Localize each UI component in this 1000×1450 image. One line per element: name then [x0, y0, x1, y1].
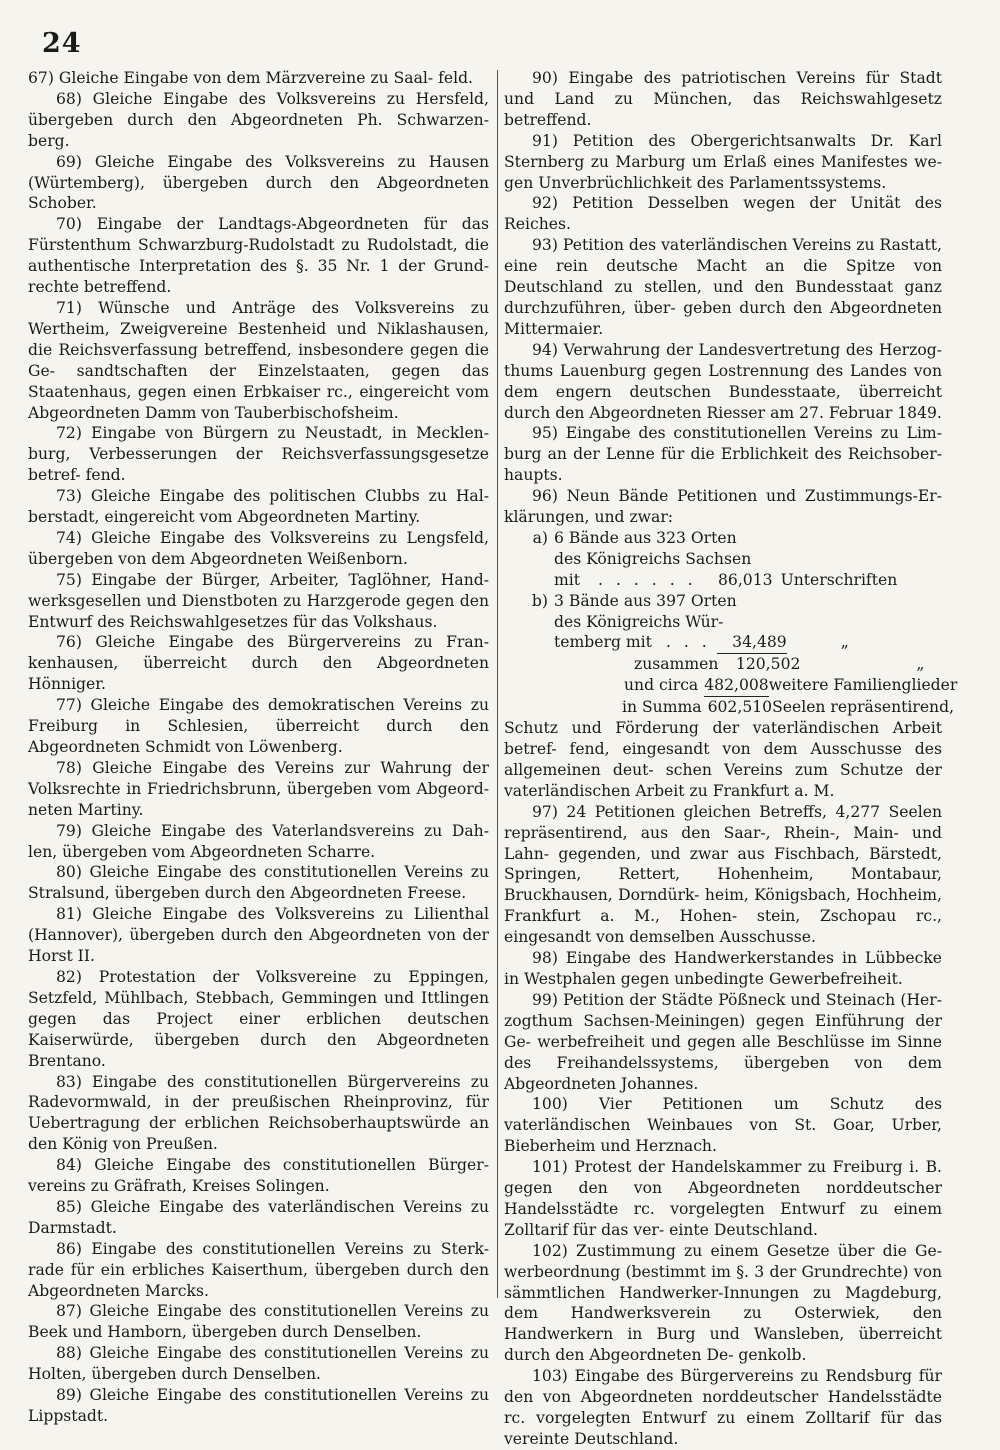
entry-80: 80) Gleiche Eingabe des constitutionellen Vereins zu Stralsund, übergeben durch den Abgeordneten Freese.: [28, 863, 489, 903]
sum-label: zusammen: [634, 655, 719, 674]
entry-77: 77) Gleiche Eingabe des demokratischen Vereins zu Freiburg in Schlesien, überreicht durch den Abgeordneten Schmidt von Löwenberg.: [28, 696, 489, 756]
row-text: des Königreichs Sachsen: [554, 549, 752, 568]
table-row: [504, 697, 955, 718]
leader-dots: . . .: [665, 633, 711, 652]
entry-78: 78) Gleiche Eingabe des Vereins zur Wahrung der Volksrechte in Friedrichsbrunn, übergeben vom Abgeord- neten Martiny.: [28, 758, 489, 819]
entry-85: 85) Gleiche Eingabe des vaterländischen Vereins zu Darmstadt.: [28, 1197, 489, 1237]
table-row: [504, 528, 942, 549]
entry-79: 79) Gleiche Eingabe des Vaterlandsvereins zu Dah- len, übergeben vom Abgeordneten Scharre.: [28, 821, 489, 861]
signature-count-table: [504, 528, 958, 718]
table-row: [504, 591, 942, 612]
entry-88: 88) Gleiche Eingabe des constitutionellen Vereins zu Holten, übergeben durch Denselben.: [28, 1344, 489, 1384]
table-row: [504, 549, 942, 570]
entry-69: 69) Gleiche Eingabe des Volksvereins zu Hausen (Würtemberg), übergeben durch den Abgeordneten Schober.: [28, 152, 489, 213]
entry-95: 95) Eingabe des constitutionellen Vereins zu Lim- burg an der Lenne für die Erblichkeit des Reichsober- haupts.: [504, 424, 942, 485]
row-key: a): [532, 528, 548, 547]
row-key: b): [531, 591, 548, 610]
entry-93: 93) Petition des vaterländischen Vereins zu Rastatt, eine rein deutsche Macht an die Spitze von Deutschland zu stellen, und den Bundesstaat ganz durchzuführen, über- geben durch den Abgeordneten Mittermaier.: [504, 236, 942, 338]
entry-74: 74) Gleiche Eingabe des Volksvereins zu Lengsfeld, übergeben von dem Abgeordneten Weißenborn.: [28, 528, 489, 568]
circa-text: weitere Familienglieder: [768, 676, 958, 695]
right-column: [504, 68, 958, 1450]
entry-75: 75) Eingabe der Bürger, Arbeiter, Taglöhner, Hand- werksgesellen und Dienstboten zu Harzgerode gegen den Entwurf des Reichswahlgesetzes für das Volkshaus.: [28, 570, 489, 631]
entry-98: 98) Eingabe des Handwerkerstandes in Lübbecke in Westphalen gegen unbedingte Gewerbefreiheit.: [504, 949, 942, 988]
entry-102: 102) Zustimmung zu einem Gesetze über die Ge- werbeordnung (bestimmt im §. 3 der Grundrechte) von sämmtlichen Handwerker-Innungen zu Magdeburg, dem Handwerksverein zu Osterwiek, den Handwerkern in Burg und Wansleben, überreicht durch den Abgeordneten De- genkolb.: [504, 1241, 942, 1365]
row-text: temberg mit: [554, 633, 652, 652]
entry-100: 100) Vier Petitionen um Schutz des vaterländischen Weinbaues von St. Goar, Urber, Bieberheim und Herznach.: [504, 1095, 942, 1156]
entry-83: 83) Eingabe des constitutionellen Bürgervereins zu Radevormwald, in der preußischen Rheinprovinz, für Uebertragung der erblichen Reichsoberhauptswürde an den König von Preußen.: [28, 1072, 489, 1154]
entry-82: 82) Protestation der Volksvereine zu Eppingen, Setzfeld, Mühlbach, Stebbach, Gemmingen und Ittlingen gegen das Project einer erblichen deutschen Kaiserwürde, übergeben durch den Abgeordneten Brentano.: [28, 967, 489, 1070]
entry-72: 72) Eingabe von Bürgern zu Neustadt, in Mecklen- burg, Verbesserungen der Reichsverfassungsgesetze betref- fend.: [28, 424, 489, 485]
column-divider: [497, 70, 499, 1298]
entry-94: 94) Verwahrung der Landesvertretung des Herzog- thums Lauenburg gegen Lostrennung des Landes von dem engern deutschen Bundesstaate, überreicht durch den Abgeordneten Riesser am 27. Februar 1849.: [504, 340, 942, 422]
entry-76: 76) Gleiche Eingabe des Bürgervereins zu Fran- kenhausen, überreicht durch den Abgeordneten Hönniger.: [28, 633, 489, 694]
row-text: des Königreichs Wür-: [554, 612, 724, 631]
entry-87: 87) Gleiche Eingabe des constitutionellen Vereins zu Beek und Hamborn, übergeben durch Denselben.: [28, 1302, 489, 1342]
entry-91: 91) Petition des Obergerichtsanwalts Dr. Karl Sternberg zu Marburg um Erlaß eines Manifestes we- gen Unverbrüchlichkeit des Parlamentssystems.: [504, 131, 942, 192]
value-a: 86,013: [718, 570, 773, 589]
entry-68: 68) Gleiche Eingabe des Volksvereins zu Hersfeld, übergeben durch den Abgeordneten Ph. Schwarzen- berg.: [28, 89, 489, 150]
total-text: Seelen repräsentirend,: [772, 698, 955, 717]
entry-81: 81) Gleiche Eingabe des Volksvereins zu Lilienthal (Hannover), übergeben durch den Abgeordneten von der Horst II.: [28, 905, 489, 966]
entry-86: 86) Eingabe des constitutionellen Vereins zu Sterk- rade für ein erbliches Kaiserthum, übergeben durch den Abgeordneten Marcks.: [28, 1239, 489, 1300]
table-row: [504, 654, 942, 675]
entry-89: 89) Gleiche Eingabe des constitutionellen Vereins zu Lippstadt.: [28, 1386, 489, 1425]
entry-103: 103) Eingabe des Bürgervereins zu Rendsburg für den von Abgeordneten norddeutscher Handelsstädte rc. vorgelegten Entwurf zu einem Zolltarif für das vereinte Deutschland.: [504, 1367, 942, 1448]
entry-67: 67) Gleiche Eingabe von dem Märzvereine zu Saal- feld.: [28, 69, 474, 87]
entry-96: 96) Neun Bände Petitionen und Zustimmungs-Er- klärungen, und zwar:: [504, 487, 942, 527]
table-row: [504, 612, 942, 633]
row-text: mit: [554, 570, 581, 589]
total-label: in Summa: [622, 698, 702, 717]
table-row: [504, 570, 942, 591]
table-row: [504, 632, 942, 654]
ditto-mark: „: [840, 633, 849, 652]
row-text: 3 Bände aus 397 Orten: [554, 591, 737, 610]
entry-96-continuation: Schutz und Förderung der vaterländischen Arbeit betref- fend, eingesandt von dem Ausschusse des allgemeinen deut- schen Vereins zum Schutze der vaterländischen Arbeit zu Frankfurt a. M.: [504, 719, 942, 800]
entry-90: 90) Eingabe des patriotischen Vereins für Stadt und Land zu München, das Reichswahlgesetz betreffend.: [504, 69, 942, 129]
row-text: 6 Bände aus 323 Orten: [554, 528, 737, 547]
entry-101: 101) Protest der Handelskammer zu Freiburg i. B. gegen den von Abgeordneten norddeutscher Handelsstädte rc. vorgelegten Entwurf zu einem Zolltarif für das ver- einte Deutschland.: [504, 1158, 942, 1239]
entry-70: 70) Eingabe der Landtags-Abgeordneten für das Fürstenthum Schwarzburg-Rudolstadt zu Rudolstadt, die authentische Interpretation des §. 35 Nr. 1 der Grund- rechte betreffend.: [28, 215, 489, 297]
entry-84: 84) Gleiche Eingabe des constitutionellen Bürger- vereins zu Gräfrath, Kreises Solingen.: [28, 1156, 489, 1196]
entry-97: 97) 24 Petitionen gleichen Betreffs, 4,277 Seelen repräsentirend, aus den Saar-, Rhein-, Main- und Lahn- gegenden, und zwar aus Fischbach, Bärstedt, Springen, Rettert, Hohenheim, Montabaur, Bruckhausen, Dorndürk- heim, Königsbach, Hochheim, Frankfurt a. M., Hohen- stein, Zschopau rc., eingesandt von demselben Ausschusse.: [504, 802, 942, 947]
leader-dots: . . . . . .: [598, 570, 697, 589]
left-column: [28, 68, 489, 1427]
entry-71: 71) Wünsche und Anträge des Volksvereins zu Wertheim, Zweigvereine Bestenheid und Niklashausen, die Reichsverfassung betreffend, insbesondere gegen die Ge- sandtschaften der Einzelstaaten, gegen das Staatenhaus, gegen einen Erbkaiser rc., eingereicht vom Abgeordneten Damm von Tauberbischofsheim.: [28, 298, 489, 422]
entry-99: 99) Petition der Städte Pößneck und Steinach (Her- zogthum Sachsen-Meiningen) gegen Einführung der Ge- werbefreiheit und gegen alle Beschlüsse im Sinne des Freihandelssystems, übergeben von dem Abgeordneten Johannes.: [504, 990, 942, 1093]
value-b: 34,489: [717, 632, 787, 654]
total-value: 602,510: [707, 698, 773, 717]
table-row: [504, 675, 958, 697]
entry-92: 92) Petition Desselben wegen der Unität des Reiches.: [504, 194, 942, 234]
page-number: 24: [42, 28, 82, 59]
ditto-mark: „: [916, 655, 925, 674]
circa-value: 482,008: [704, 675, 768, 697]
unit-label: Unterschriften: [780, 570, 898, 589]
circa-label: und circa: [624, 676, 699, 695]
entry-73: 73) Gleiche Eingabe des politischen Clubbs zu Hal- berstadt, eingereicht vom Abgeordneten Martiny.: [28, 487, 489, 527]
sum-value: 120,502: [735, 655, 801, 674]
